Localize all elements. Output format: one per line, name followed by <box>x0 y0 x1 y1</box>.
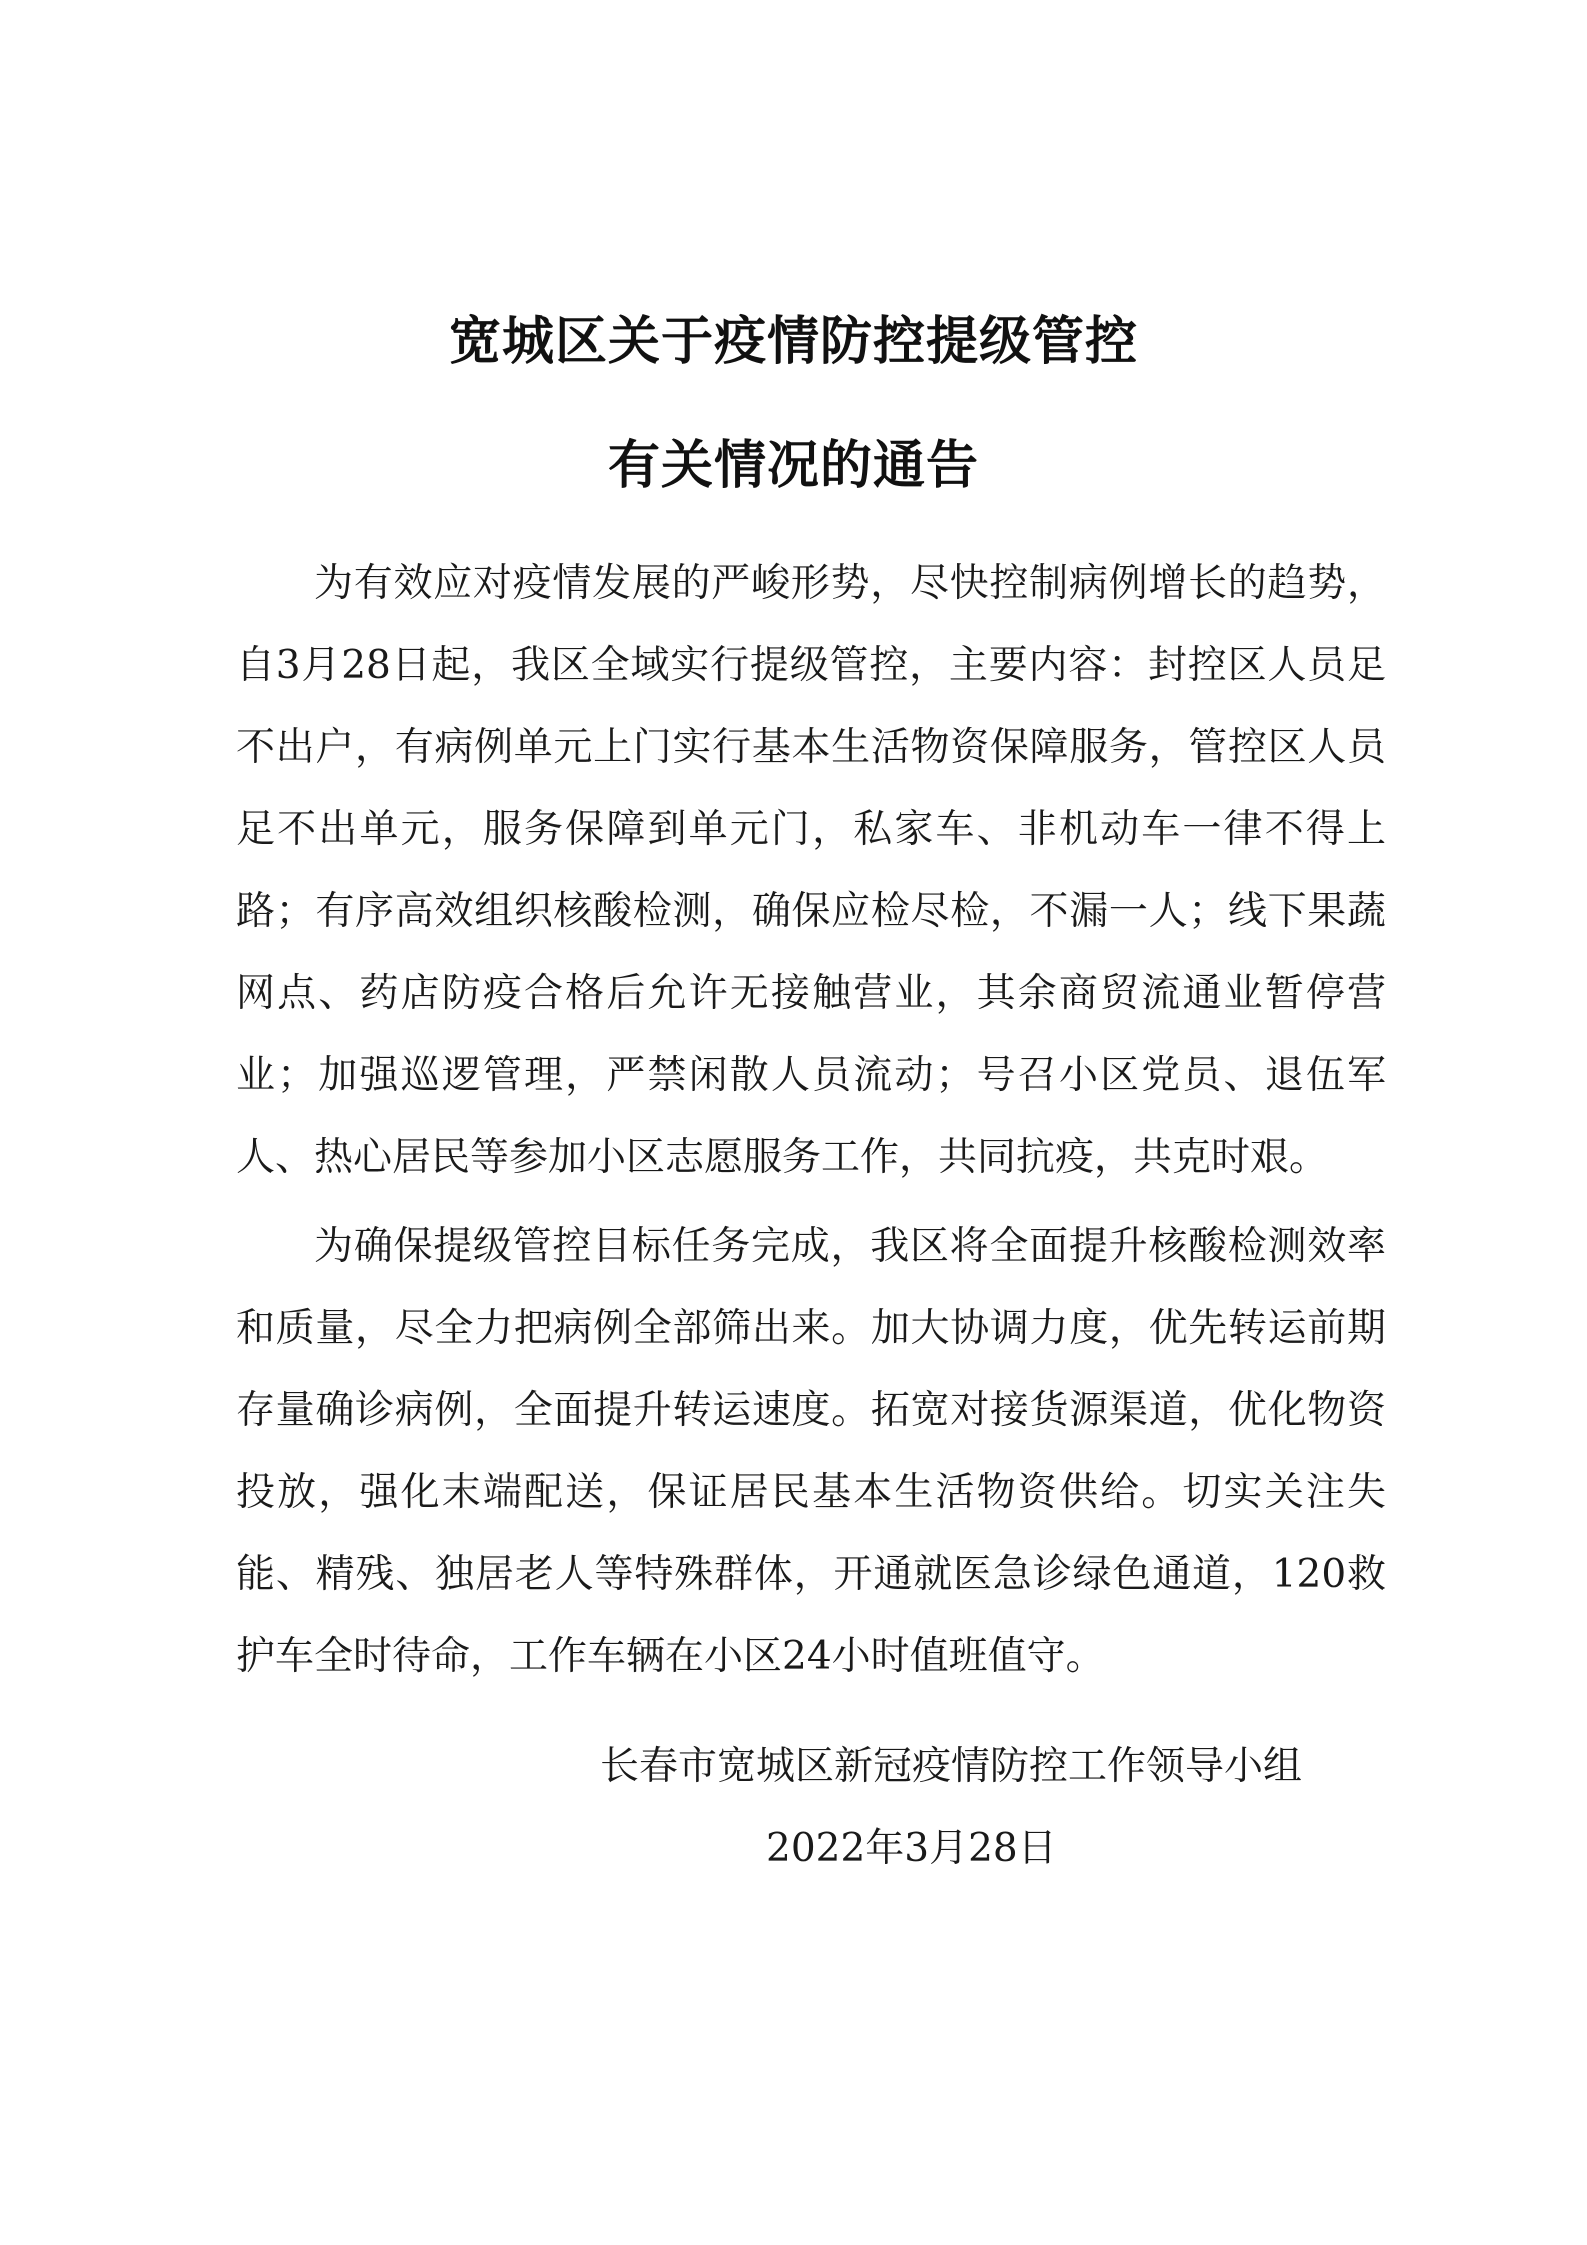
body-paragraph-1 <box>236 543 1386 1199</box>
body-paragraph-2 <box>236 1206 1386 1698</box>
signature-date: 2022年3月28日 <box>766 1826 1057 1871</box>
document-title-line-1: 宽城区关于疫情防控提级管控 <box>448 312 1138 372</box>
paragraph-text: 为确保提级管控目标任务完成，我区将全面提升核酸检测效率和质量，尽全力把病例全部筛出来。加大协调力度，优先转运前期存量确诊病例，全面提升转运速度。拓宽对接货源渠道，优化物资投放，强化末端配送，保证居民基本生活物资供给。切实关注失能、精残、独居老人等特殊群体，开通就医急诊绿色通道，120救护车全时待命，工作车辆在小区24小时值班值守。 <box>236 1224 1386 1679</box>
document-title-line-2: 有关情况的通告 <box>607 436 979 496</box>
signature-organization: 长春市宽城区新冠疫情防控工作领导小组 <box>600 1744 1303 1789</box>
paragraph-text: 为有效应对疫情发展的严峻形势，尽快控制病例增长的趋势，自3月28日起，我区全域实行提级管控，主要内容：封控区人员足不出户，有病例单元上门实行基本生活物资保障服务，管控区人员足不出单元，服务保障到单元门，私家车、非机动车一律不得上路；有序高效组织核酸检测，确保应检尽检，不漏一人；线下果蔬网点、药店防疫合格后允许无接触营业，其余商贸流通业暂停营业；加强巡逻管理，严禁闲散人员流动；号召小区党员、退伍军人、热心居民等参加小区志愿服务工作，共同抗疫，共克时艰。 <box>236 561 1386 1180</box>
